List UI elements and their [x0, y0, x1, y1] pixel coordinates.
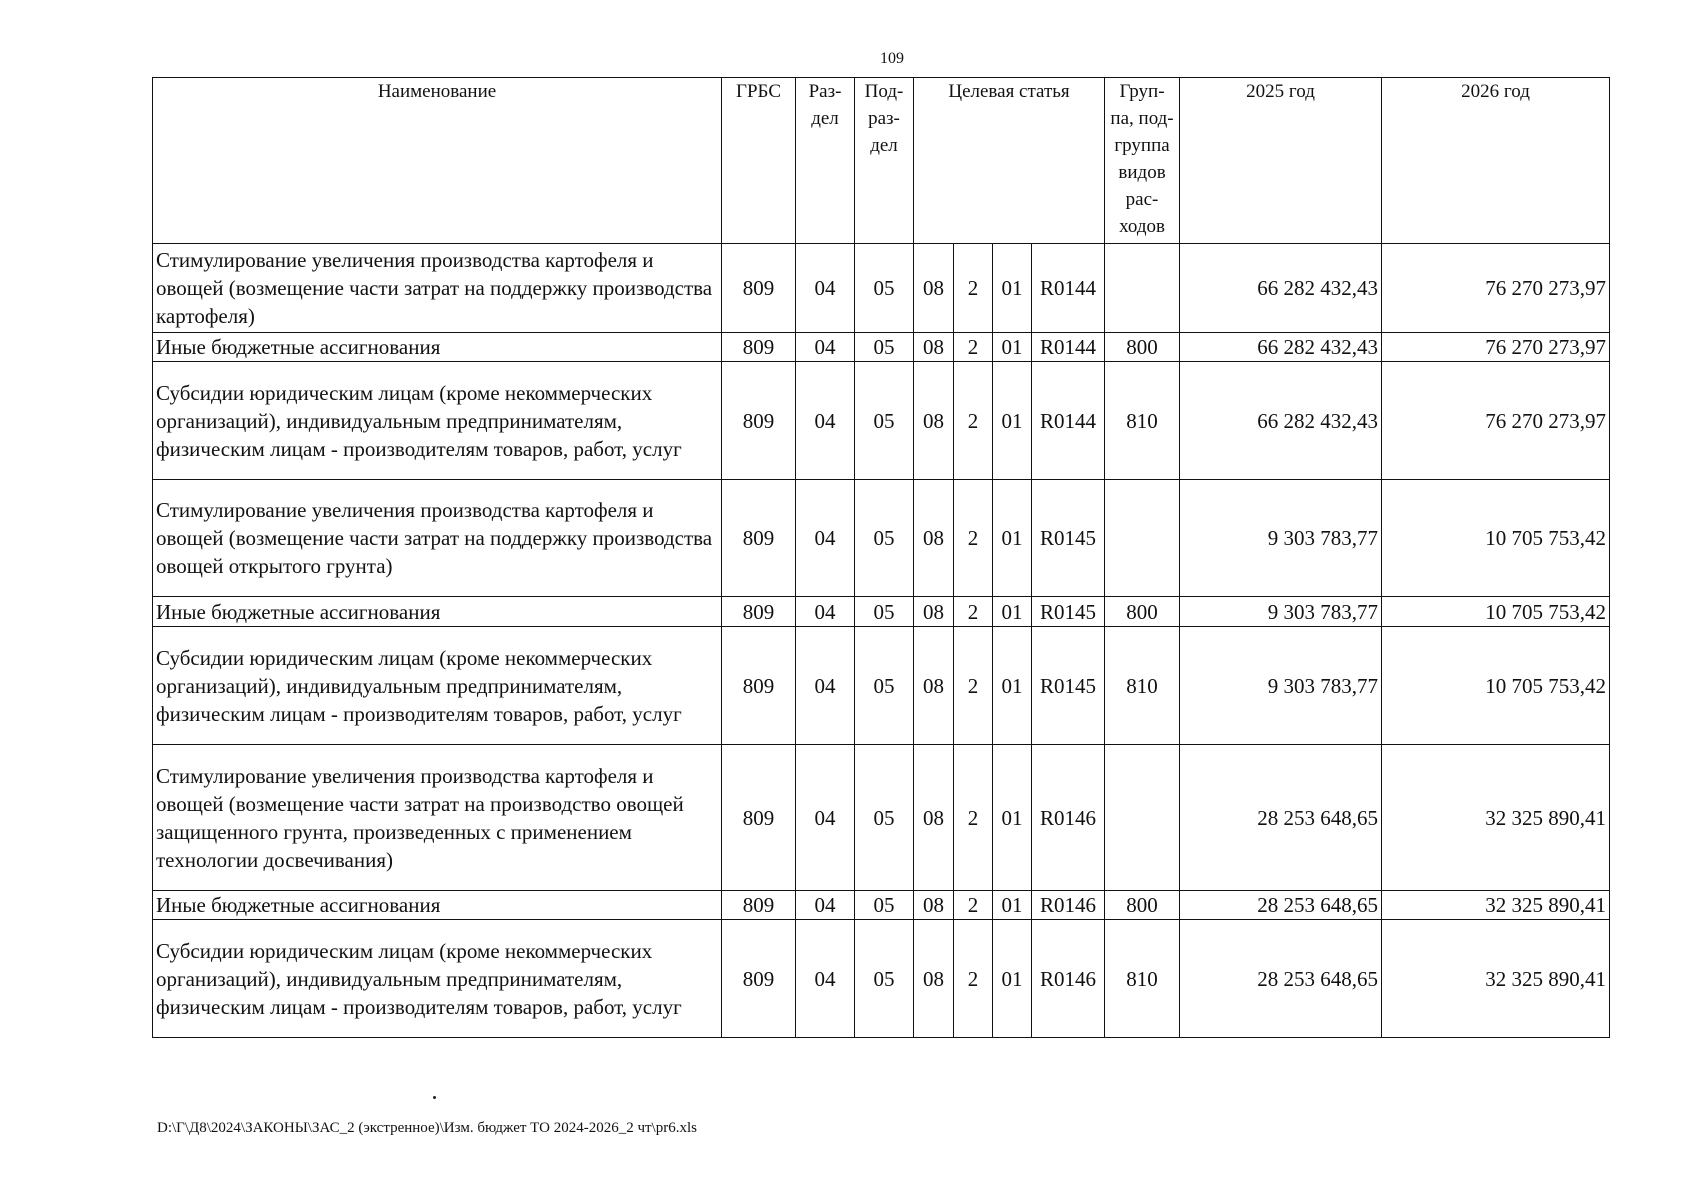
row-target-2: 2	[954, 480, 993, 597]
row-razdel: 04	[796, 920, 855, 1038]
row-target-3: 01	[993, 891, 1032, 920]
row-target-3: 01	[993, 480, 1032, 597]
row-grbs: 809	[722, 745, 796, 891]
row-grbs: 809	[722, 627, 796, 745]
row-target-1: 08	[914, 362, 954, 480]
row-grbs: 809	[722, 480, 796, 597]
header-podrazdel: Под- раз- дел	[855, 78, 914, 244]
row-target-3: 01	[993, 333, 1032, 362]
row-name: Субсидии юридическим лицам (кроме некоммерческих организаций), индивидуальным предпринимателям, физическим лицам - производителям товаров, работ, услуг	[153, 627, 722, 745]
row-target-3: 01	[993, 244, 1032, 333]
table-row	[153, 480, 1610, 597]
row-podrazdel: 05	[855, 244, 914, 333]
row-2026: 76 270 273,97	[1382, 362, 1610, 480]
row-name: Стимулирование увеличения производства картофеля и овощей (возмещение части затрат на поддержку производства картофеля)	[153, 244, 722, 333]
row-target-1: 08	[914, 244, 954, 333]
header-group: Груп- па, под- группа видов рас- ходов	[1105, 78, 1180, 244]
row-2026: 10 705 753,42	[1382, 597, 1610, 627]
row-target-2: 2	[954, 362, 993, 480]
row-target-2: 2	[954, 891, 993, 920]
row-target-3: 01	[993, 597, 1032, 627]
row-target-1: 08	[914, 597, 954, 627]
row-group: 800	[1105, 597, 1180, 627]
table-row	[153, 745, 1610, 891]
row-target-2: 2	[954, 745, 993, 891]
row-razdel: 04	[796, 745, 855, 891]
row-target-2: 2	[954, 333, 993, 362]
row-podrazdel: 05	[855, 920, 914, 1038]
row-podrazdel: 05	[855, 745, 914, 891]
table-row	[153, 362, 1610, 480]
row-podrazdel: 05	[855, 627, 914, 745]
row-target-1: 08	[914, 627, 954, 745]
row-razdel: 04	[796, 597, 855, 627]
row-2025: 28 253 648,65	[1180, 745, 1382, 891]
row-2025: 9 303 783,77	[1180, 597, 1382, 627]
row-podrazdel: 05	[855, 480, 914, 597]
row-2025: 66 282 432,43	[1180, 362, 1382, 480]
table-row	[153, 920, 1610, 1038]
row-target-2: 2	[954, 627, 993, 745]
row-podrazdel: 05	[855, 333, 914, 362]
row-2025: 9 303 783,77	[1180, 627, 1382, 745]
row-razdel: 04	[796, 244, 855, 333]
stray-dot	[433, 1096, 436, 1099]
row-2026: 32 325 890,41	[1382, 891, 1610, 920]
row-2025: 9 303 783,77	[1180, 480, 1382, 597]
row-group	[1105, 244, 1180, 333]
row-target-4: R0144	[1032, 362, 1105, 480]
row-target-1: 08	[914, 891, 954, 920]
row-podrazdel: 05	[855, 891, 914, 920]
row-target-2: 2	[954, 244, 993, 333]
row-2026: 32 325 890,41	[1382, 920, 1610, 1038]
row-podrazdel: 05	[855, 597, 914, 627]
row-2025: 66 282 432,43	[1180, 244, 1382, 333]
row-group: 800	[1105, 891, 1180, 920]
header-2025: 2025 год	[1180, 78, 1382, 244]
row-target-1: 08	[914, 920, 954, 1038]
row-target-4: R0145	[1032, 480, 1105, 597]
row-group: 810	[1105, 920, 1180, 1038]
row-target-3: 01	[993, 745, 1032, 891]
row-target-3: 01	[993, 362, 1032, 480]
row-2025: 28 253 648,65	[1180, 891, 1382, 920]
row-target-1: 08	[914, 333, 954, 362]
row-name: Стимулирование увеличения производства картофеля и овощей (возмещение части затрат на производство овощей защищенного грунта, произведенных с применением технологии досвечивания)	[153, 745, 722, 891]
row-razdel: 04	[796, 627, 855, 745]
row-grbs: 809	[722, 597, 796, 627]
header-target: Целевая статья	[914, 78, 1105, 244]
row-podrazdel: 05	[855, 362, 914, 480]
table-row	[153, 627, 1610, 745]
row-target-4: R0144	[1032, 333, 1105, 362]
row-2026: 32 325 890,41	[1382, 745, 1610, 891]
row-razdel: 04	[796, 333, 855, 362]
row-grbs: 809	[722, 244, 796, 333]
row-razdel: 04	[796, 891, 855, 920]
row-razdel: 04	[796, 480, 855, 597]
row-name: Субсидии юридическим лицам (кроме некоммерческих организаций), индивидуальным предпринимателям, физическим лицам - производителям товаров, работ, услуг	[153, 362, 722, 480]
row-target-4: R0145	[1032, 597, 1105, 627]
row-name: Субсидии юридическим лицам (кроме некоммерческих организаций), индивидуальным предпринимателям, физическим лицам - производителям товаров, работ, услуг	[153, 920, 722, 1038]
row-2026: 76 270 273,97	[1382, 244, 1610, 333]
row-grbs: 809	[722, 362, 796, 480]
table-row	[153, 244, 1610, 333]
row-name: Иные бюджетные ассигнования	[153, 597, 722, 627]
row-name: Иные бюджетные ассигнования	[153, 333, 722, 362]
row-group: 810	[1105, 362, 1180, 480]
budget-table	[152, 77, 1610, 1038]
row-target-2: 2	[954, 597, 993, 627]
row-target-1: 08	[914, 480, 954, 597]
row-target-1: 08	[914, 745, 954, 891]
row-group: 810	[1105, 627, 1180, 745]
row-target-2: 2	[954, 920, 993, 1038]
row-group	[1105, 745, 1180, 891]
header-name: Наименование	[153, 78, 722, 244]
row-name: Стимулирование увеличения производства картофеля и овощей (возмещение части затрат на поддержку производства овощей открытого грунта)	[153, 480, 722, 597]
row-2025: 28 253 648,65	[1180, 920, 1382, 1038]
header-row	[153, 78, 1610, 244]
row-group	[1105, 480, 1180, 597]
row-grbs: 809	[722, 920, 796, 1038]
header-razdel: Раз- дел	[796, 78, 855, 244]
row-target-4: R0146	[1032, 891, 1105, 920]
row-group: 800	[1105, 333, 1180, 362]
file-path-footer: D:\Г\Д8\2024\ЗАКОНЫ\ЗАС_2 (экстренное)\Изм. бюджет ТО 2024-2026_2 чт\pr6.xls	[157, 1120, 697, 1136]
row-target-3: 01	[993, 920, 1032, 1038]
row-target-4: R0144	[1032, 244, 1105, 333]
page-number: 109	[880, 50, 904, 67]
row-grbs: 809	[722, 891, 796, 920]
row-target-4: R0145	[1032, 627, 1105, 745]
table-row	[153, 891, 1610, 920]
row-target-4: R0146	[1032, 920, 1105, 1038]
row-razdel: 04	[796, 362, 855, 480]
row-2026: 76 270 273,97	[1382, 333, 1610, 362]
row-target-4: R0146	[1032, 745, 1105, 891]
row-2026: 10 705 753,42	[1382, 480, 1610, 597]
table-row	[153, 597, 1610, 627]
row-target-3: 01	[993, 627, 1032, 745]
table-row	[153, 333, 1610, 362]
row-grbs: 809	[722, 333, 796, 362]
row-2025: 66 282 432,43	[1180, 333, 1382, 362]
row-name: Иные бюджетные ассигнования	[153, 891, 722, 920]
row-2026: 10 705 753,42	[1382, 627, 1610, 745]
header-grbs: ГРБС	[722, 78, 796, 244]
header-2026: 2026 год	[1382, 78, 1610, 244]
